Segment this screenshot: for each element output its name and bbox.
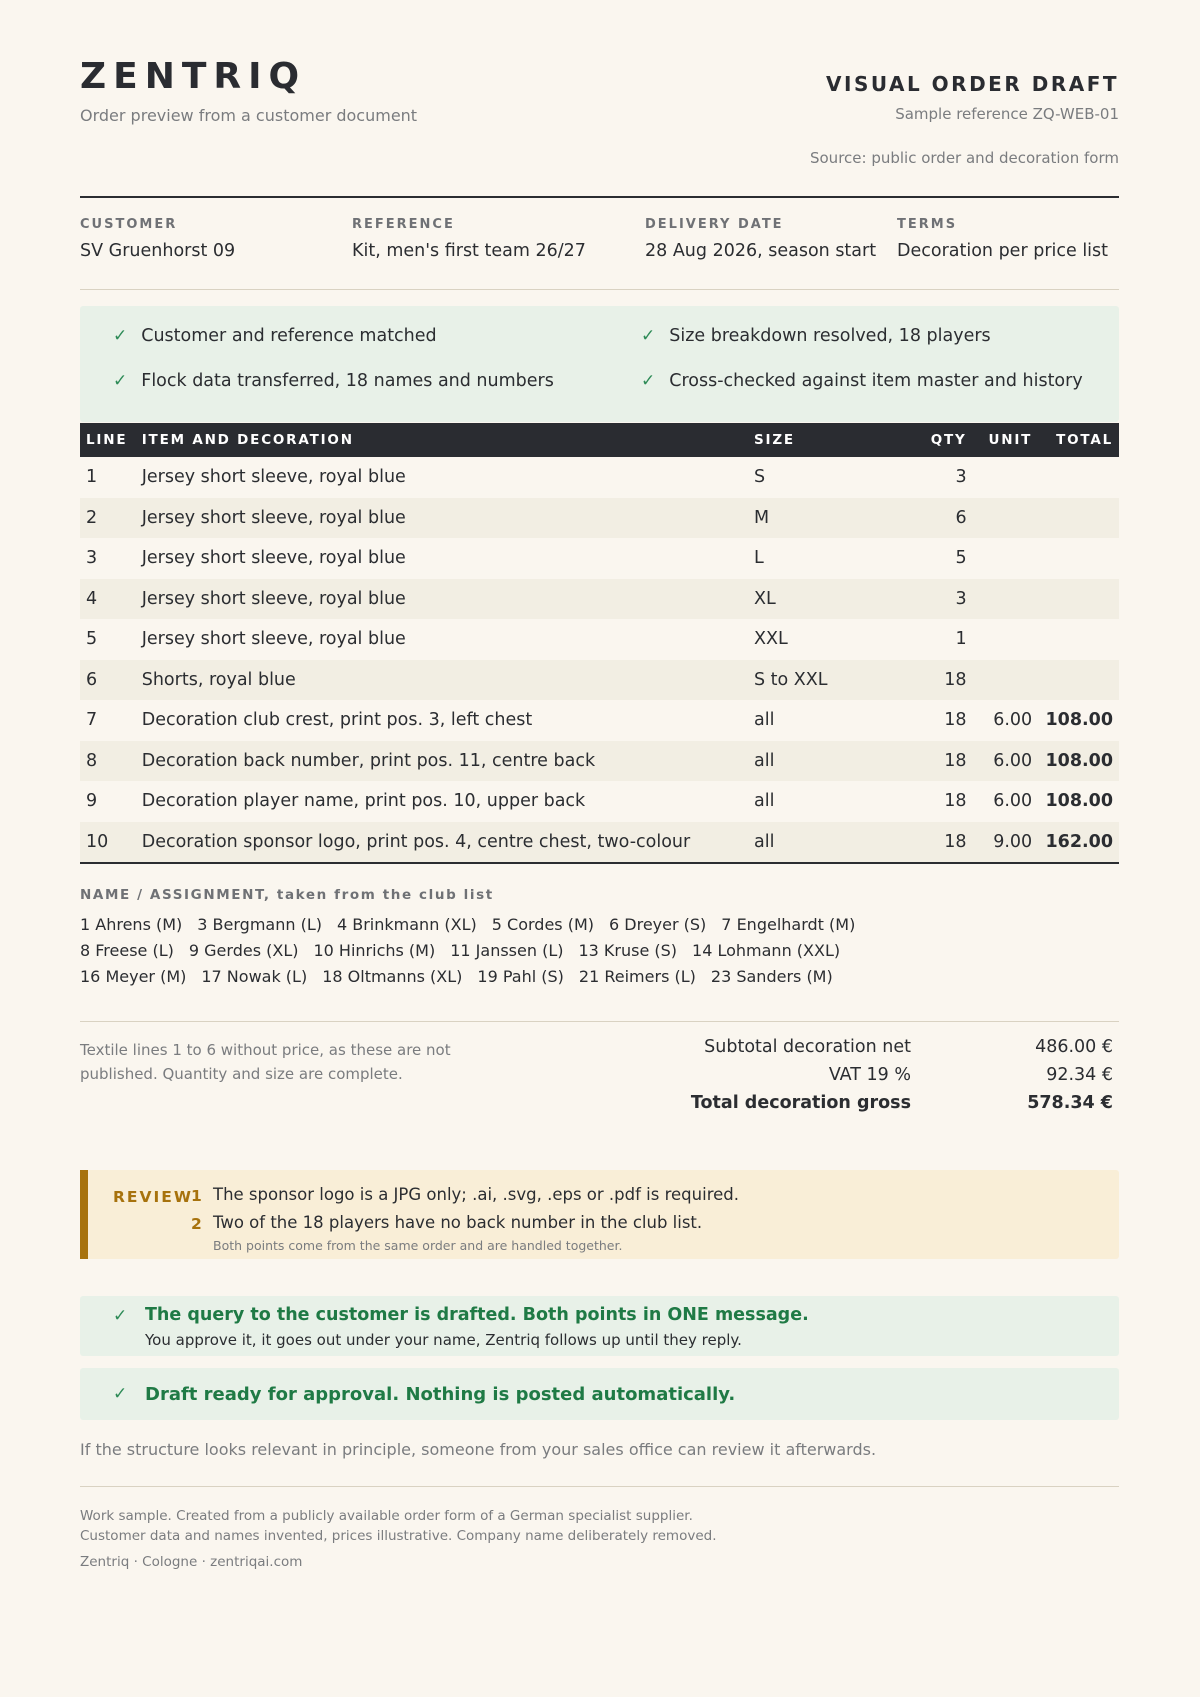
sample-reference: Sample reference ZQ-WEB-01 <box>895 105 1119 123</box>
item-qty: 18 <box>907 660 967 701</box>
check-item: ✓ Size breakdown resolved, 18 players <box>641 326 991 346</box>
player-assignment: 8 Freese (L) <box>80 941 174 960</box>
terms-value: Decoration per price list <box>897 241 1109 261</box>
followup-text: If the structure looks relevant in principle, someone from your sales office can review it afterwards. <box>80 1440 877 1459</box>
item-unit-price <box>967 457 1033 498</box>
header-divider <box>80 196 1119 198</box>
terms-label: TERMS <box>897 217 958 232</box>
item-qty: 18 <box>907 741 967 782</box>
checkmark-icon: ✓ <box>113 326 128 346</box>
item-unit-price: 6.00 <box>993 791 1033 812</box>
footer-line: Customer data and names invented, prices illustrative. Company name deliberately removed. <box>80 1528 717 1544</box>
line-number: 8 <box>80 741 142 782</box>
column-header-unit: UNIT <box>967 423 1033 457</box>
item-total <box>1032 619 1119 660</box>
item-description: Jersey short sleeve, royal blue <box>141 467 406 488</box>
review-item-number: 2 <box>191 1215 202 1233</box>
table-row <box>80 579 1119 620</box>
table-row <box>80 660 1119 701</box>
item-description: Decoration club crest, print pos. 3, left chest <box>141 710 533 731</box>
player-assignment: 18 Oltmanns (XL) <box>322 967 463 986</box>
column-header-total: TOTAL <box>1032 423 1119 457</box>
item-unit-price: 6.00 <box>993 710 1033 731</box>
table-row <box>80 741 1119 782</box>
line-number: 5 <box>86 629 98 650</box>
table-row <box>80 700 1119 741</box>
player-assignment: 6 Dreyer (S) <box>609 915 707 934</box>
table-row <box>80 822 1119 864</box>
item-unit-price <box>967 660 1033 701</box>
checkmark-icon: ✓ <box>113 1384 128 1404</box>
item-size: all <box>753 791 775 812</box>
item-total: 162.00 <box>1032 822 1119 864</box>
item-qty: 18 <box>944 791 967 812</box>
vat-value: 92.34 € <box>1046 1065 1113 1085</box>
player-assignment: 7 Engelhardt (M) <box>721 915 856 934</box>
check-item: ✓ Flock data transferred, 18 names and numbers <box>113 371 554 391</box>
item-size: S <box>753 467 766 488</box>
checkmark-icon: ✓ <box>113 371 128 391</box>
checkmark-icon: ✓ <box>641 326 656 346</box>
item-size: XXL <box>753 629 788 650</box>
review-item-text: Two of the 18 players have no back number in the club list. <box>213 1213 703 1232</box>
player-assignment: 21 Reimers (L) <box>578 967 696 986</box>
item-total: 108.00 <box>1045 710 1113 731</box>
player-assignment: 4 Brinkmann (XL) <box>336 915 477 934</box>
validation-checks-panel <box>80 306 1119 422</box>
item-qty: 1 <box>955 629 967 650</box>
delivery-date-value: 28 Aug 2026, season start <box>645 241 877 261</box>
item-size: M <box>754 498 907 539</box>
table-row <box>80 498 1119 539</box>
footer-company: Zentriq · Cologne · zentriqai.com <box>80 1554 303 1570</box>
order-items-table <box>80 423 1119 864</box>
item-size: XL <box>754 579 907 620</box>
gross-total-label: Total decoration gross <box>690 1093 911 1113</box>
checkmark-icon: ✓ <box>641 371 656 391</box>
line-number: 7 <box>86 710 98 731</box>
item-total <box>1032 498 1119 539</box>
item-description: Shorts, royal blue <box>142 660 754 701</box>
item-description: Jersey short sleeve, royal blue <box>141 548 406 569</box>
player-assignment: 11 Janssen (L) <box>450 941 564 960</box>
item-total <box>1032 660 1119 701</box>
review-item-text: The sponsor logo is a JPG only; .ai, .svg, .eps or .pdf is required. <box>213 1185 739 1204</box>
player-assignment: 13 Kruse (S) <box>578 941 678 960</box>
footer-divider <box>80 1486 1119 1487</box>
item-total <box>1032 457 1119 498</box>
item-unit-price: 6.00 <box>967 741 1033 782</box>
reference-label: REFERENCE <box>352 217 455 232</box>
reference-value: Kit, men's first team 26/27 <box>352 241 586 261</box>
item-qty: 18 <box>907 822 967 864</box>
player-assignment: 9 Gerdes (XL) <box>188 941 299 960</box>
item-total <box>1032 579 1119 620</box>
column-header-item: ITEM AND DECORATION <box>142 423 754 457</box>
line-number: 9 <box>86 791 98 812</box>
item-description: Decoration player name, print pos. 10, upper back <box>141 791 586 812</box>
review-label: REVIEW <box>113 1188 193 1206</box>
item-qty: 5 <box>955 548 967 569</box>
checkmark-icon: ✓ <box>113 1306 128 1326</box>
player-assignment: 10 Hinrichs (M) <box>313 941 436 960</box>
assignment-title: NAME / ASSIGNMENT, taken from the club list <box>80 887 494 903</box>
line-number: 3 <box>86 548 98 569</box>
query-drafted-heading: The query to the customer is drafted. Both points in ONE message. <box>145 1305 809 1325</box>
item-unit-price <box>967 579 1033 620</box>
item-qty: 6 <box>907 498 967 539</box>
footer-disclaimer <box>80 1506 717 1546</box>
column-header-line: LINE <box>80 423 142 457</box>
gross-total-value: 578.34 € <box>1027 1093 1113 1113</box>
column-header-qty: QTY <box>907 423 967 457</box>
brand-logo: ZENTRIQ <box>80 56 307 97</box>
item-total: 108.00 <box>1032 741 1119 782</box>
footer-line: Work sample. Created from a publicly available order form of a German specialist supplier. <box>80 1508 693 1524</box>
item-total <box>1032 538 1119 579</box>
item-unit-price <box>967 498 1033 539</box>
table-row <box>80 619 1119 660</box>
item-total: 108.00 <box>1045 791 1113 812</box>
customer-value: SV Gruenhorst 09 <box>80 241 236 261</box>
table-header-row <box>80 423 1119 457</box>
table-row <box>80 781 1119 822</box>
table-row <box>80 538 1119 579</box>
item-size: S to XXL <box>754 660 907 701</box>
check-item: ✓ Cross-checked against item master and history <box>641 371 1083 391</box>
item-qty: 3 <box>955 467 967 488</box>
line-number: 4 <box>80 579 142 620</box>
customer-label: CUSTOMER <box>80 217 178 232</box>
line-number: 2 <box>80 498 142 539</box>
assignment-row <box>80 967 848 986</box>
item-description: Jersey short sleeve, royal blue <box>142 579 754 620</box>
query-drafted-text: You approve it, it goes out under your name, Zentriq follows up until they reply. <box>145 1331 742 1349</box>
assignment-row <box>80 915 870 934</box>
item-size: all <box>754 822 907 864</box>
table-row <box>80 457 1119 498</box>
draft-ready-heading: Draft ready for approval. Nothing is posted automatically. <box>145 1384 736 1405</box>
document-title: VISUAL ORDER DRAFT <box>826 72 1119 96</box>
player-assignment: 1 Ahrens (M) <box>80 915 183 934</box>
player-assignment: 3 Bergmann (L) <box>197 915 322 934</box>
player-assignment: 16 Meyer (M) <box>80 967 187 986</box>
item-qty: 3 <box>907 579 967 620</box>
player-assignment: 19 Pahl (S) <box>477 967 564 986</box>
check-item: ✓ Customer and reference matched <box>113 326 437 346</box>
subtotal-label: Subtotal decoration net <box>704 1037 911 1057</box>
player-assignment: 17 Nowak (L) <box>201 967 308 986</box>
item-size: all <box>753 710 775 731</box>
review-footnote: Both points come from the same order and are handled together. <box>213 1238 623 1253</box>
totals-divider <box>80 1021 1119 1022</box>
line-number: 10 <box>80 822 142 864</box>
brand-subtitle: Order preview from a customer document <box>80 106 418 125</box>
player-assignment: 5 Cordes (M) <box>491 915 595 934</box>
item-description: Jersey short sleeve, royal blue <box>142 498 754 539</box>
item-description: Decoration back number, print pos. 11, centre back <box>142 741 754 782</box>
subtotal-value: 486.00 € <box>1035 1037 1113 1057</box>
item-unit-price <box>967 538 1033 579</box>
meta-divider <box>80 289 1119 290</box>
line-number: 6 <box>80 660 142 701</box>
assignment-row <box>80 941 855 960</box>
document-source: Source: public order and decoration form <box>809 149 1119 167</box>
item-size: L <box>753 548 764 569</box>
item-qty: 18 <box>944 710 967 731</box>
pricing-note: Textile lines 1 to 6 without price, as these are not published. Quantity and size are complete. <box>80 1041 451 1083</box>
item-size: all <box>754 741 907 782</box>
item-unit-price <box>967 619 1033 660</box>
delivery-date-label: DELIVERY DATE <box>645 217 784 232</box>
item-description: Jersey short sleeve, royal blue <box>141 629 406 650</box>
review-item-number: 1 <box>191 1187 202 1205</box>
player-assignment: 23 Sanders (M) <box>710 967 833 986</box>
player-assignment: 14 Lohmann (XXL) <box>692 941 841 960</box>
vat-label: VAT 19 % <box>828 1065 911 1085</box>
line-number: 1 <box>86 467 98 488</box>
column-header-size: SIZE <box>754 423 907 457</box>
item-unit-price: 9.00 <box>967 822 1033 864</box>
review-accent-bar <box>80 1170 88 1259</box>
item-description: Decoration sponsor logo, print pos. 4, centre chest, two-colour <box>142 822 754 864</box>
